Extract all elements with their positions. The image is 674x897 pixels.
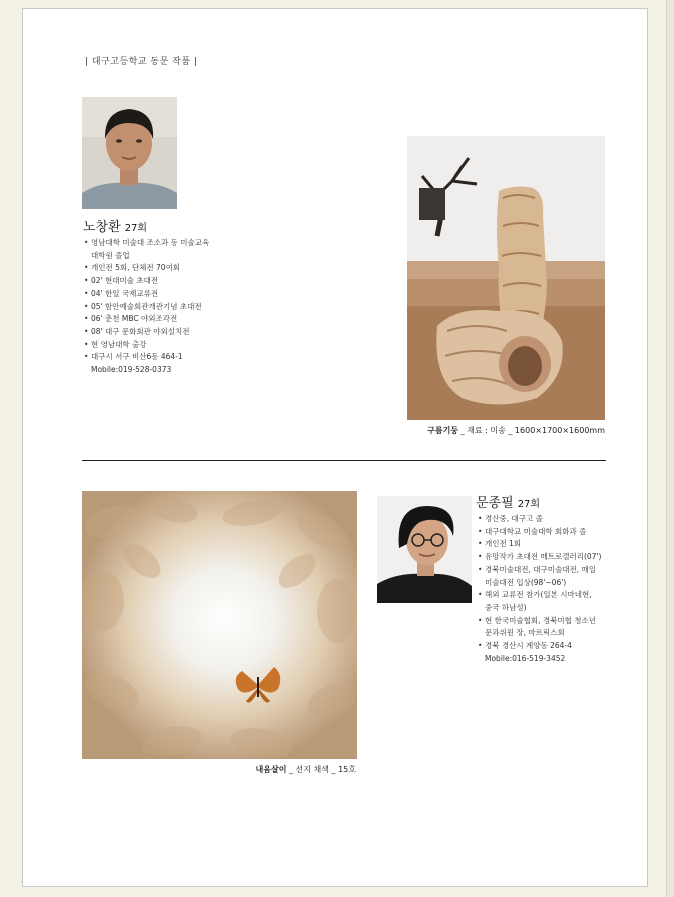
- bio-item: • 영남대학 미술대 조소과 동 미술교육: [84, 237, 209, 250]
- bio-item: Mobile:016-519-3452: [485, 653, 566, 663]
- page-edge: [666, 0, 674, 897]
- bio-item: • 05' 함안예술회관개관기념 초대전: [84, 301, 209, 314]
- bio-item: • 06' 춘천 MBC 야외조각전: [84, 313, 209, 326]
- artist2-bio: [478, 513, 601, 665]
- bio-item: 중국 하남성): [485, 602, 527, 612]
- artwork2-image: [82, 491, 357, 759]
- bio-item: • 02' 현대미술 초대전: [84, 275, 209, 288]
- bio-item: • 개인전 5회, 단체전 70여회: [84, 262, 209, 275]
- bio-item: • 경북미술대전, 대구미술대전, 매일: [478, 564, 601, 577]
- bio-item: 미술대전 입상(98'~06'): [485, 577, 567, 587]
- artist2-name-text: 문종필: [476, 496, 514, 511]
- artwork1-caption: [427, 425, 605, 436]
- section-title: | 대구고등학교 동문 작품 |: [85, 57, 198, 67]
- artist2-name: [476, 492, 540, 511]
- artist1-name: [83, 216, 147, 235]
- section-divider: [82, 460, 606, 461]
- artist2-generation: 27회: [517, 499, 541, 510]
- bio-item: Mobile:019-528-0373: [91, 365, 172, 375]
- bio-item: • 유망작가 초대전 메트로갤러리(07'): [478, 551, 601, 564]
- bio-item: • 04' 한일 국제교류전: [84, 288, 209, 301]
- bio-item: • 대구시 서구 비산6동 464-1: [84, 351, 209, 364]
- artist1-generation: 27회: [124, 223, 148, 234]
- bio-item: • 경북 경산시 계양동 264-4: [478, 640, 601, 653]
- bio-item: 대학원 졸업: [91, 250, 130, 260]
- document-page: [22, 8, 648, 887]
- artwork2-title: 내음살이: [255, 765, 287, 774]
- artist1-bio: [84, 237, 209, 377]
- artist1-name-text: 노창환: [83, 220, 121, 235]
- artwork1-detail: _ 재료 : 미송 _ 1600×1700×1600mm: [458, 426, 605, 435]
- bio-item: • 대구대학교 미술대학 회화과 졸: [478, 526, 601, 539]
- bio-item: • 08' 대구 문화회관 야외설치전: [84, 326, 209, 339]
- bio-item: 문과위원 장, 마르릭스회: [485, 628, 565, 638]
- bio-item: • 현 영남대학 출강: [84, 339, 209, 352]
- bio-item: • 현 한국미술협회, 경북미협 청소년: [478, 615, 601, 628]
- bio-item: • 경산중, 대구고 졸: [478, 513, 601, 526]
- artist2-portrait: [377, 496, 472, 603]
- bio-item: • 개인전 1회: [478, 538, 601, 551]
- artwork2-detail: _ 선지 채색 _ 15호: [286, 765, 356, 774]
- artist1-portrait: [82, 97, 177, 209]
- bio-item: • 해외 교류전 참가(일본 시마네현,: [478, 589, 601, 602]
- artwork1-image: [407, 136, 605, 420]
- artwork2-caption: [256, 764, 356, 775]
- artwork1-title: 구름기둥: [427, 426, 459, 435]
